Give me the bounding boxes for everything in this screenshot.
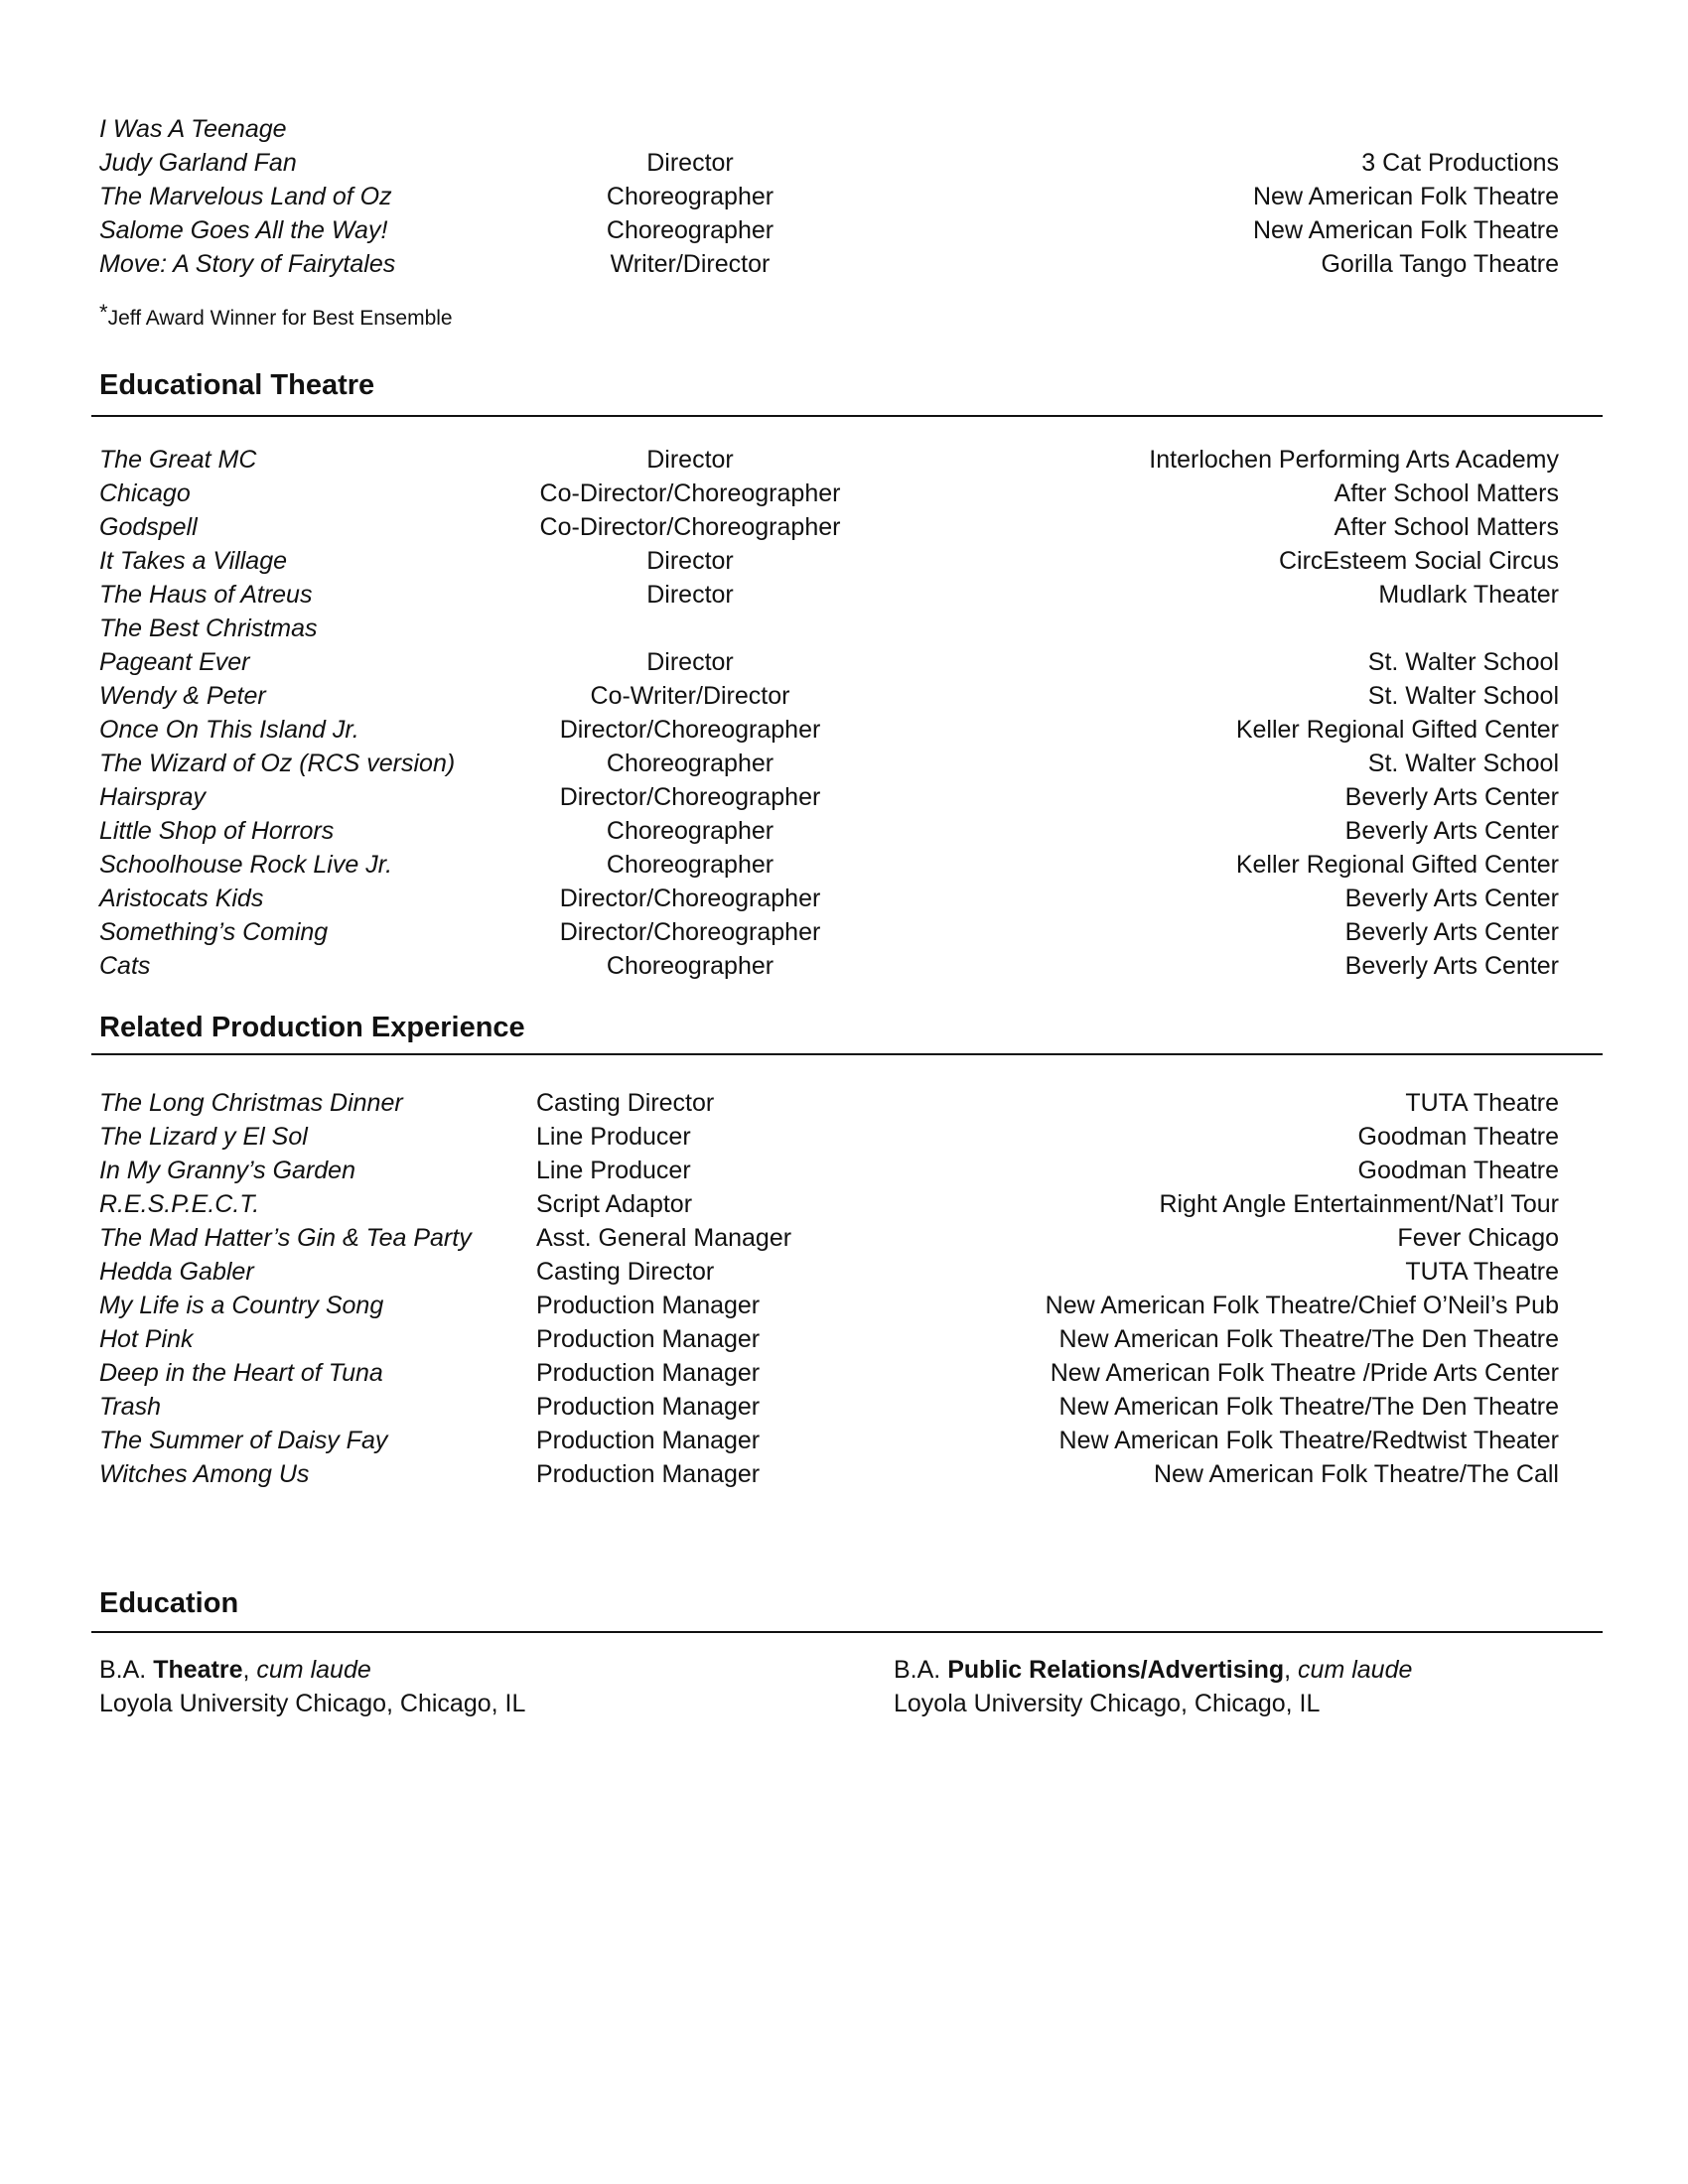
credit-organization: After School Matters — [1334, 479, 1559, 507]
credit-organization: After School Matters — [1334, 513, 1559, 541]
credit-role: Co-Director/Choreographer — [539, 479, 841, 507]
credit-title: Chicago — [99, 479, 191, 507]
footnote-mark: * — [99, 300, 108, 325]
credit-row — [0, 1390, 1688, 1424]
credit-role: Co-Writer/Director — [590, 682, 790, 710]
credit-row — [0, 1255, 1688, 1289]
credit-role: Asst. General Manager — [536, 1224, 792, 1252]
degree-public-relations — [894, 1653, 1412, 1720]
credit-row — [0, 1457, 1688, 1491]
credit-title: Once On This Island Jr. — [99, 716, 359, 744]
section-heading-education: Education — [99, 1587, 239, 1619]
credit-role: Script Adaptor — [536, 1190, 693, 1218]
credit-title: The Mad Hatter’s Gin & Tea Party — [99, 1224, 472, 1252]
credit-row — [0, 578, 1688, 612]
credit-role: Line Producer — [536, 1123, 691, 1151]
credit-title: Hedda Gabler — [99, 1258, 254, 1286]
degree-major: Public Relations/Advertising — [947, 1656, 1285, 1684]
credit-row — [0, 510, 1688, 544]
credit-organization: Gorilla Tango Theatre — [1321, 250, 1559, 278]
credit-organization: New American Folk Theatre/The Den Theatre — [1058, 1325, 1559, 1353]
credit-role: Casting Director — [536, 1258, 715, 1286]
credit-organization: St. Walter School — [1367, 682, 1559, 710]
credit-role: Director/Choreographer — [559, 918, 821, 946]
credit-title: The Wizard of Oz (RCS version) — [99, 750, 456, 777]
credit-role: Director/Choreographer — [559, 783, 821, 811]
credit-role: Choreographer — [606, 952, 774, 980]
credit-organization: 3 Cat Productions — [1361, 149, 1559, 177]
credit-title: The Best Christmas — [99, 614, 318, 642]
credit-title: Salome Goes All the Way! — [99, 216, 388, 244]
credit-title: In My Granny’s Garden — [99, 1157, 355, 1184]
credit-title: The Haus of Atreus — [99, 581, 313, 609]
credit-title: I Was A Teenage — [99, 115, 287, 143]
credit-row — [0, 747, 1688, 780]
credit-role: Director — [646, 446, 734, 474]
credit-role: Writer/Director — [610, 250, 771, 278]
degree-school: Loyola University Chicago, Chicago, IL — [894, 1690, 1321, 1717]
credit-role: Director — [646, 648, 734, 676]
credit-row — [0, 1086, 1688, 1120]
credit-organization: Beverly Arts Center — [1344, 783, 1559, 811]
credit-organization: New American Folk Theatre/The Den Theatre — [1058, 1393, 1559, 1421]
footnote-text: Jeff Award Winner for Best Ensemble — [107, 307, 453, 330]
degree-prefix: B.A. — [99, 1656, 154, 1684]
credit-title: Hot Pink — [99, 1325, 194, 1353]
credit-title: Schoolhouse Rock Live Jr. — [99, 851, 393, 879]
credit-row — [0, 679, 1688, 713]
credit-row — [0, 848, 1688, 882]
credit-title: Aristocats Kids — [99, 885, 264, 912]
credit-row — [0, 1120, 1688, 1154]
credit-row — [0, 247, 1688, 281]
credit-title: Wendy & Peter — [99, 682, 266, 710]
degree-theatre — [99, 1653, 525, 1720]
credit-title: Little Shop of Horrors — [99, 817, 335, 845]
credit-row — [0, 1187, 1688, 1221]
credit-organization: St. Walter School — [1367, 648, 1559, 676]
degree-school: Loyola University Chicago, Chicago, IL — [99, 1690, 526, 1717]
section-heading-educational-theatre: Educational Theatre — [99, 369, 375, 401]
credit-organization: TUTA Theatre — [1405, 1258, 1559, 1286]
credit-row — [0, 645, 1688, 679]
credit-title: Trash — [99, 1393, 162, 1421]
credit-role: Production Manager — [536, 1359, 761, 1387]
credit-role: Production Manager — [536, 1292, 761, 1319]
credit-organization: New American Folk Theatre — [1253, 216, 1559, 244]
credit-row — [0, 213, 1688, 247]
credit-role: Production Manager — [536, 1460, 761, 1488]
credit-row — [0, 1424, 1688, 1457]
credit-row — [0, 713, 1688, 747]
credit-row — [0, 477, 1688, 510]
credit-title: The Long Christmas Dinner — [99, 1089, 403, 1117]
credit-row — [0, 1322, 1688, 1356]
credit-organization: New American Folk Theatre /Pride Arts Center — [1050, 1359, 1559, 1387]
credit-organization: New American Folk Theatre/Chief O’Neil’s Pub — [1045, 1292, 1559, 1319]
section-divider — [91, 415, 1603, 417]
credit-organization: Keller Regional Gifted Center — [1235, 851, 1559, 879]
credit-role: Production Manager — [536, 1393, 761, 1421]
credit-role: Casting Director — [536, 1089, 715, 1117]
credit-organization: Beverly Arts Center — [1344, 817, 1559, 845]
degree-major: Theatre — [153, 1656, 243, 1684]
credit-row — [0, 544, 1688, 578]
credit-role: Director/Choreographer — [559, 716, 821, 744]
credit-title: It Takes a Village — [99, 547, 288, 575]
credit-row — [0, 949, 1688, 983]
degree-separator: , — [1284, 1656, 1299, 1684]
credit-title: Hairspray — [99, 783, 206, 811]
credit-title: The Lizard y El Sol — [99, 1123, 308, 1151]
credit-role: Director — [646, 581, 734, 609]
credit-role: Line Producer — [536, 1157, 691, 1184]
credit-row — [0, 780, 1688, 814]
credit-organization: Keller Regional Gifted Center — [1235, 716, 1559, 744]
credit-row — [0, 1154, 1688, 1187]
credit-role: Co-Director/Choreographer — [539, 513, 841, 541]
credit-organization: St. Walter School — [1367, 750, 1559, 777]
credit-row — [0, 180, 1688, 213]
credit-row — [0, 814, 1688, 848]
credit-title: The Summer of Daisy Fay — [99, 1427, 388, 1454]
credit-role: Production Manager — [536, 1427, 761, 1454]
section-divider — [91, 1631, 1603, 1633]
credit-role: Choreographer — [606, 817, 774, 845]
credit-organization: Beverly Arts Center — [1344, 952, 1559, 980]
credit-role: Choreographer — [606, 750, 774, 777]
degree-separator: , — [242, 1656, 257, 1684]
credit-title: The Great MC — [99, 446, 257, 474]
credit-title: Deep in the Heart of Tuna — [99, 1359, 383, 1387]
credit-row — [0, 1356, 1688, 1390]
credit-title: Something’s Coming — [99, 918, 329, 946]
credit-row — [0, 112, 1688, 146]
credit-organization: New American Folk Theatre — [1253, 183, 1559, 210]
degree-honors: cum laude — [1298, 1656, 1413, 1684]
credit-title: My Life is a Country Song — [99, 1292, 384, 1319]
credit-organization: New American Folk Theatre/Redtwist Theater — [1058, 1427, 1559, 1454]
credit-title: Cats — [99, 952, 151, 980]
footnote — [99, 298, 453, 334]
credit-role: Director — [646, 547, 734, 575]
credit-role: Choreographer — [606, 183, 774, 210]
credit-organization: TUTA Theatre — [1405, 1089, 1559, 1117]
credit-row — [0, 443, 1688, 477]
credit-organization: Interlochen Performing Arts Academy — [1149, 446, 1559, 474]
credit-organization: Fever Chicago — [1397, 1224, 1559, 1252]
credit-row — [0, 882, 1688, 915]
credit-row — [0, 915, 1688, 949]
credit-organization: Beverly Arts Center — [1344, 918, 1559, 946]
degree-line — [99, 1653, 525, 1687]
credit-role: Director — [646, 149, 734, 177]
credit-title: Witches Among Us — [99, 1460, 310, 1488]
credit-title: Pageant Ever — [99, 648, 250, 676]
section-divider — [91, 1053, 1603, 1055]
credit-organization: Beverly Arts Center — [1344, 885, 1559, 912]
credit-title: R.E.S.P.E.C.T. — [99, 1190, 260, 1218]
credit-role: Choreographer — [606, 216, 774, 244]
credit-row — [0, 1221, 1688, 1255]
credit-organization: Right Angle Entertainment/Nat’l Tour — [1159, 1190, 1559, 1218]
credit-organization: New American Folk Theatre/The Call — [1153, 1460, 1559, 1488]
credit-role: Production Manager — [536, 1325, 761, 1353]
credit-organization: Goodman Theatre — [1357, 1123, 1559, 1151]
credit-organization: CircEsteem Social Circus — [1278, 547, 1559, 575]
credit-role: Director/Choreographer — [559, 885, 821, 912]
credit-row — [0, 612, 1688, 645]
degree-honors: cum laude — [256, 1656, 371, 1684]
degree-line — [894, 1653, 1412, 1687]
credit-organization: Mudlark Theater — [1378, 581, 1559, 609]
credit-row — [0, 1289, 1688, 1322]
section-heading-related-production: Related Production Experience — [99, 1012, 525, 1043]
credit-title: Godspell — [99, 513, 198, 541]
credit-title: The Marvelous Land of Oz — [99, 183, 392, 210]
degree-prefix: B.A. — [894, 1656, 948, 1684]
credit-role: Choreographer — [606, 851, 774, 879]
credit-row — [0, 146, 1688, 180]
credit-title: Judy Garland Fan — [99, 149, 297, 177]
credit-organization: Goodman Theatre — [1357, 1157, 1559, 1184]
credit-title: Move: A Story of Fairytales — [99, 250, 396, 278]
